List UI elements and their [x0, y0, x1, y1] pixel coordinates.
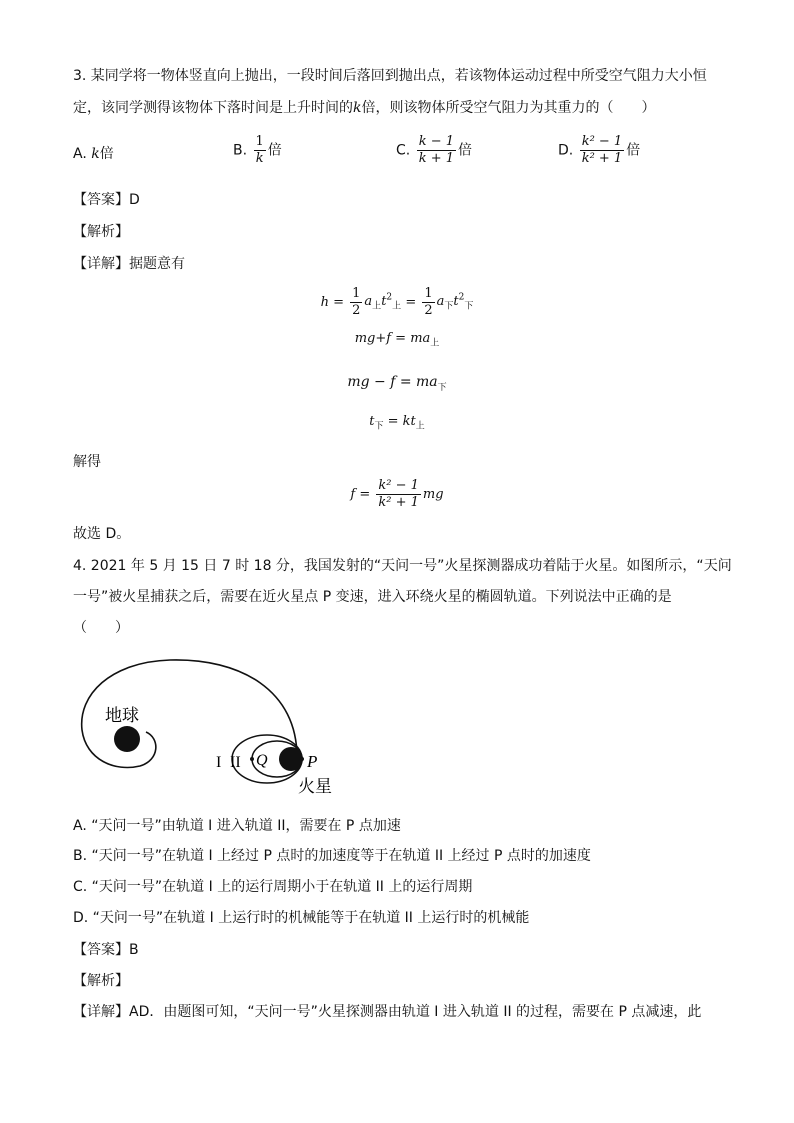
q3-option-b-suffix: 倍: [267, 142, 282, 159]
q3-equation-1: h = $\frac{1}{2}$ $a_上t^2_上$ = $\frac{1}{2}$ $a_下t^2_下$: [320, 286, 474, 318]
orbit-2-label: II: [230, 754, 241, 771]
eq1-equals: =: [405, 295, 417, 310]
q4-stem-line3: （ ）: [73, 620, 129, 636]
eq1-lhs: h =: [320, 295, 344, 310]
earth-body: [114, 726, 140, 752]
q3-equation-2: [0, 331, 794, 349]
q3-option-a: [73, 144, 114, 164]
eq5-den: k² + 1: [378, 495, 419, 510]
eq2-sub: 上: [430, 338, 440, 349]
q3-option-c-suffix: 倍: [458, 142, 472, 159]
q3-equation-4: [0, 414, 794, 432]
q3-option-d-fraction: [580, 134, 625, 167]
eq5-rhs: mg: [422, 487, 444, 502]
eq1-half-2-num: 1: [424, 286, 433, 301]
q3-option-d-den: k² + 1: [581, 151, 623, 166]
eq1-a-up: a: [364, 294, 373, 310]
q4-answer: 【答案】B: [73, 942, 139, 958]
eq3-text: mg − f = ma: [347, 374, 438, 390]
q3-option-d-num: k² − 1: [581, 134, 623, 149]
q4-option-a: A. “天问一号”由轨道 I 进入轨道 II，需要在 P 点加速: [73, 818, 401, 834]
orbit-1-label: I: [216, 754, 222, 771]
eq5-fraction: [376, 478, 421, 511]
q4-option-c: C. “天问一号”在轨道 I 上的运行周期小于在轨道 II 上的运行周期: [73, 879, 473, 895]
q4-analysis-label: 【解析】: [73, 973, 129, 989]
q3-equation-3: [0, 374, 794, 393]
point-q-label: Q: [256, 752, 268, 769]
orbit-figure: [70, 650, 350, 800]
eq1-t-down: t: [453, 294, 459, 310]
eq4-sub-down: 下: [374, 421, 384, 432]
q3-option-c-den: k + 1: [418, 151, 454, 166]
eq1-t-up-sub: 上: [392, 301, 402, 312]
q3-answer: 【答案】D: [73, 192, 140, 208]
q3-option-b-den: k: [255, 151, 264, 166]
eq1-a-down: a: [436, 294, 445, 310]
eq1-half-1-num: 1: [352, 286, 361, 301]
eq1-half-1-den: 2: [352, 303, 361, 318]
eq1-t-up: t: [381, 294, 387, 310]
q3-option-c-fraction: [417, 134, 456, 167]
q3-option-b-fraction: [254, 134, 266, 167]
eq5-lhs: f =: [350, 487, 371, 502]
q3-stem-line2-b: 倍，则该物体所受空气阻力为其重力的（ ）: [361, 100, 656, 116]
q3-option-d-suffix: 倍: [626, 142, 641, 159]
q3-option-a-prefix: A.: [73, 146, 87, 162]
q3-option-d-prefix: D.: [558, 142, 574, 159]
q4-stem-line1: 4. 2021 年 5 月 15 日 7 时 18 分，我国发射的“天问一号”火星探测器成功着陆于火星。如图所示，“天问: [73, 558, 732, 574]
q3-stem-var-k: k: [353, 100, 362, 116]
eq2-text: mg+f = ma: [354, 331, 431, 346]
q3-analysis-label: 【解析】: [73, 224, 129, 240]
eq1-half-2-den: 2: [424, 303, 433, 318]
eq4-t: t: [369, 414, 375, 429]
mars-body: [279, 747, 303, 771]
eq1-half-1: [350, 286, 362, 319]
q3-option-a-suffix: 倍: [99, 146, 114, 162]
q3-stem-line1: 3. 某同学将一物体竖直向上抛出，一段时间后落回到抛出点，若该物体运动过程中所受空气阻力大小恒: [73, 68, 707, 84]
point-q-marker: [250, 757, 254, 761]
q3-option-c-prefix: C.: [396, 142, 411, 159]
q3-stem-line2-a: 定，该同学测得该物体下落时间是上升时间的: [73, 100, 353, 116]
eq4-sub-up: 上: [415, 421, 425, 432]
q4-option-b: B. “天问一号”在轨道 I 上经过 P 点时的加速度等于在轨道 II 上经过 P 点时的加速度: [73, 848, 591, 864]
q4-stem-line2: 一号”被火星捕获之后，需要在近火星点 P 变速，进入环绕火星的椭圆轨道。下列说法中正确的是: [73, 589, 672, 605]
q3-option-b: [233, 134, 282, 167]
q3-option-b-num: 1: [255, 134, 264, 149]
q3-equation-5: [0, 478, 794, 511]
q3-option-d: [558, 134, 640, 167]
eq5-num: k² − 1: [378, 478, 419, 493]
q3-conclusion: 故选 D。: [73, 526, 131, 542]
point-p-label: P: [307, 752, 318, 771]
q3-solve-label: 解得: [73, 454, 101, 470]
eq1-half-2: [422, 286, 434, 319]
point-p-marker: [300, 757, 304, 761]
eq4-mid: = kt: [383, 414, 416, 429]
q3-option-b-prefix: B.: [233, 142, 248, 159]
earth-label: 地球: [105, 706, 139, 725]
eq1-a-down-sub: 下: [444, 301, 454, 312]
eq3-sub: 下: [437, 382, 447, 393]
q4-detail-line: 【详解】AD．由题图可知，“天问一号”火星探测器由轨道 I 进入轨道 II 的过程，需要在 P 点减速，此: [73, 1004, 702, 1020]
q3-option-c-num: k − 1: [418, 134, 454, 149]
eq1-a-up-sub: 上: [372, 301, 382, 312]
q3-stem-line2: [73, 98, 655, 118]
q3-option-c: [396, 134, 472, 167]
q3-option-a-var: k: [91, 146, 100, 162]
q4-option-d: D. “天问一号”在轨道 I 上运行时的机械能等于在轨道 II 上运行时的机械能: [73, 910, 530, 926]
q3-detail-label: 【详解】据题意有: [73, 256, 185, 272]
eq1-t-down-sub: 下: [464, 301, 474, 312]
mars-label: 火星: [298, 777, 332, 796]
